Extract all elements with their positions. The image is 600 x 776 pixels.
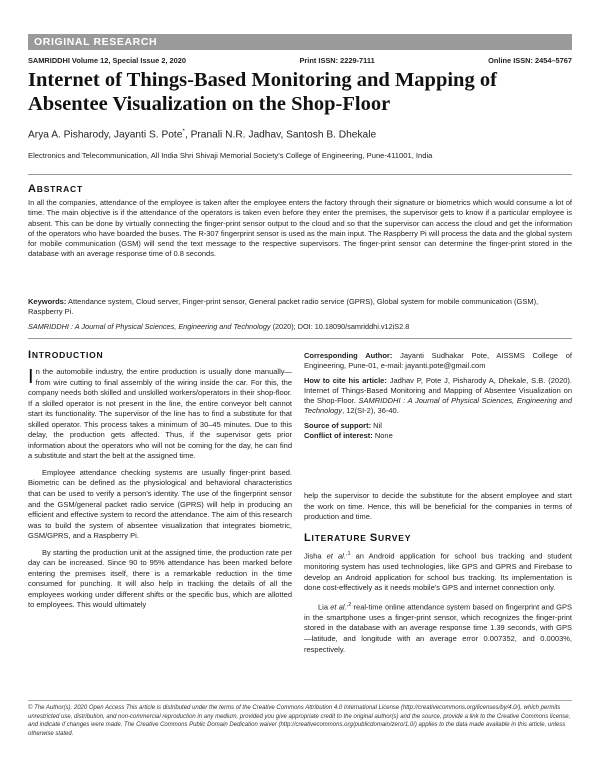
intro-paragraph-3: By starting the production unit at the assigned time, the production rate per day can be increased. Since 90 to 95% attendance has been marked before entering the premises itself, there is a remarkable reduction in the time consumed for punching. It will also help in tracking the details of all the employees working under different shifts or the specific bus, which are allotted to employees. This would ultimately [28, 547, 292, 610]
right-column-body [304, 491, 572, 655]
conflict-label: Conflict of interest: [304, 431, 373, 441]
introduction-heading [28, 349, 103, 361]
citation-journal: SAMRIDDHI : A Journal of Physical Sciences, Engineering and Technology [28, 322, 271, 331]
authors-part-b: , Pranali N.R. Jadhav, Santosh B. Dhekale [184, 129, 377, 141]
source-of-support [304, 421, 572, 431]
support-label: Source of support: [304, 420, 372, 430]
lit-paragraph-1 [304, 549, 572, 594]
support-text: Nil [371, 420, 382, 430]
abstract-heading-rest: BSTRACT [36, 184, 83, 194]
lit-p2-a: Lia [318, 602, 331, 612]
correspondence-box [304, 351, 572, 441]
lit-heading-rest: ITERATURE [311, 532, 370, 543]
drop-cap: I [28, 366, 34, 388]
lit-paragraph-2 [304, 600, 572, 655]
lit-p2-b: real-time online attendance system based on fingerprint and GPS in the smartphone uses a finger-print sensor, which recognizes the finger-print stored in the database with an average response time 1.39 seconds, with GPS—latitude, and longitude with an average error 0.007352, and 0.0003%, respectively. [304, 602, 573, 654]
journal-citation [28, 322, 572, 331]
divider [28, 338, 572, 339]
paper-title: Internet of Things-Based Monitoring and Mapping of Absentee Visualization on the Shop-Floor [28, 69, 497, 115]
abstract-heading-first: A [28, 183, 37, 195]
intro-heading-first: I [28, 349, 32, 361]
lit-heading-rest2: URVEY [378, 532, 412, 543]
citation-doi: (2020); DOI: 10.18090/samriddhi.v12iS2.8 [270, 322, 410, 331]
cite-journal: SAMRIDDHI : A Journal of Physical Sciences, Engineering and Technology [304, 396, 572, 416]
intro-paragraph-1 [28, 367, 292, 462]
divider [28, 174, 572, 175]
literature-heading [304, 533, 572, 544]
lit-p1-ref: ,1 [345, 551, 351, 558]
intro-paragraph-2: Employee attendance checking systems are usually finger-print based. Biometric can be defined as the physiological and behavioral characteristics that can be used to verify a person’s identity. The use of the fingerprint sensor and the GSM/general packet radio service (GPRS) will help in producing an efficient and effective system to record the attendance. The aim of this research was to build the system of absentee visualization that integrates biometric, GSM/GPRS, and a Raspberry Pi. [28, 467, 292, 541]
keywords [28, 297, 572, 318]
keywords-list: Attendance system, Cloud server, Finger-print sensor, General packet radio service (GPRS), Global system for mobile communication (GSM), Raspberry Pi. [28, 297, 539, 317]
journal-meta [28, 56, 572, 65]
journal-issue: SAMRIDDHI Volume 12, Special Issue 2, 2020 [28, 56, 187, 65]
corresponding-author [304, 351, 572, 372]
cite-label: How to cite his article: [304, 375, 387, 385]
keywords-label: Keywords: [28, 297, 67, 306]
license-footer: © The Author(s). 2020 Open Access This article is distributed under the terms of the Creative Commons Attribution 4.0 International License (http://creativecommons.org/licenses/by/4.0/), which permits unrestricted use, distribution, and non-commercial reproduction in any medium, provided you give appropriate credit to the original author(s) and the source, provide a link to the Creative Commons license, and indicate if changes were made. The Creative Commons Public Domain Dedication waiver (http://creativecommons.org/publicdomain/zero/1.0/) applies to the data made available in this article, unless otherwise stated. [28, 705, 571, 737]
conflict-of-interest [304, 431, 572, 441]
abstract-text: In all the companies, attendance of the employee is taken after the employee enters the factory through their signature or biometrics which would consume a lot of time. The main objective is if the attendance of the operators is taken even before they enter the premises, the supervisor gets to know if a particular employee is absent. This can be done by virtually connecting the finger-print sensor output to the cloud and so that the supervisor can access the cloud and get the information of the operators who have boarded the buses. The R-307 fingerprint sensor is used as the main input. The Raspberry Pi will process the data and the global system for mobile communication (GSM) will send the text message to the respective supervisors. The finger-print sensor can determine the finger-print stored in the database with an average response time of 0.8 seconds. [28, 198, 572, 259]
intro-p1-text: n the automobile industry, the entire production is usually done manually—from wire cutting to final assembly of the wiring inside the car. For this, the company needs both skilled and unskilled workers/operators in their shop-floor. If a skilled operator is not present in the line, the entire conveyor belt cannot start its functionality. The supervisor of the line has to find a substitute for that skilled operator. This process takes a minimum of 30–45 minutes. Due to this delay, the production gets affected. Thus, if the supervisor gets prior information about the operators who will not be coming for the day, he can find a substitute and start the belt at the assigned time. [28, 367, 292, 461]
cite-text: Jadhav P, Pote J, Pisharody A, Dhekale, S.B. (2020). Internet of Things-Based Monitoring and Mapping of Absentee Visualization on the Shop-Floor. [304, 375, 572, 406]
intro-heading-rest: NTRODUCTION [31, 350, 104, 360]
lit-heading-first2: S [369, 531, 379, 544]
footer-divider [28, 700, 572, 701]
author-list [28, 128, 572, 140]
affiliation: Electronics and Telecommunication, All India Shri Shivaji Memorial Society’s College of Engineering, Pune-411001, India [28, 151, 433, 160]
lit-p2-etal: et al. [330, 602, 347, 612]
how-to-cite [304, 376, 572, 417]
lit-p1-b: an Android application for school bus tracking and student monitoring system has used technologies, like GPS and GPRS and Firebase to develop an Android application for school bus tracking. Its implementation is done cost-effectively as it needs mobile’s GPS and internet connection only. [304, 551, 573, 593]
article-type-banner: ORIGINAL RESEARCH [28, 34, 572, 50]
corresponding-marker: * [182, 128, 185, 135]
print-issn: Print ISSN: 2229-7111 [299, 56, 375, 65]
lit-heading-first: L [304, 531, 312, 544]
lit-p1-etal: et al. [326, 551, 346, 561]
lit-p2-ref: ,2 [346, 601, 352, 608]
corr-text: Jayanti Sudhakar Pote, AISSMS College of Engineering, Pune-01, e-mail: jayanti.pote@gmail.com [304, 351, 572, 371]
online-issn: Online ISSN: 2454–5767 [488, 56, 572, 65]
intro-paragraph-4: help the supervisor to decide the substitute for the absent employee and start the work on time. Hence, this will be beneficial for the companies in terms of production and time. [304, 491, 572, 522]
corr-label: Corresponding Author: [304, 351, 393, 360]
introduction-body [28, 367, 292, 611]
lit-p1-a: Jisha [304, 551, 327, 561]
abstract-heading [28, 183, 83, 195]
conflict-text: None [372, 431, 393, 441]
authors-part-a: Arya A. Pisharody, Jayanti S. Pote [28, 129, 183, 141]
cite-end: , 12(SI-2), 36-40. [342, 406, 399, 416]
